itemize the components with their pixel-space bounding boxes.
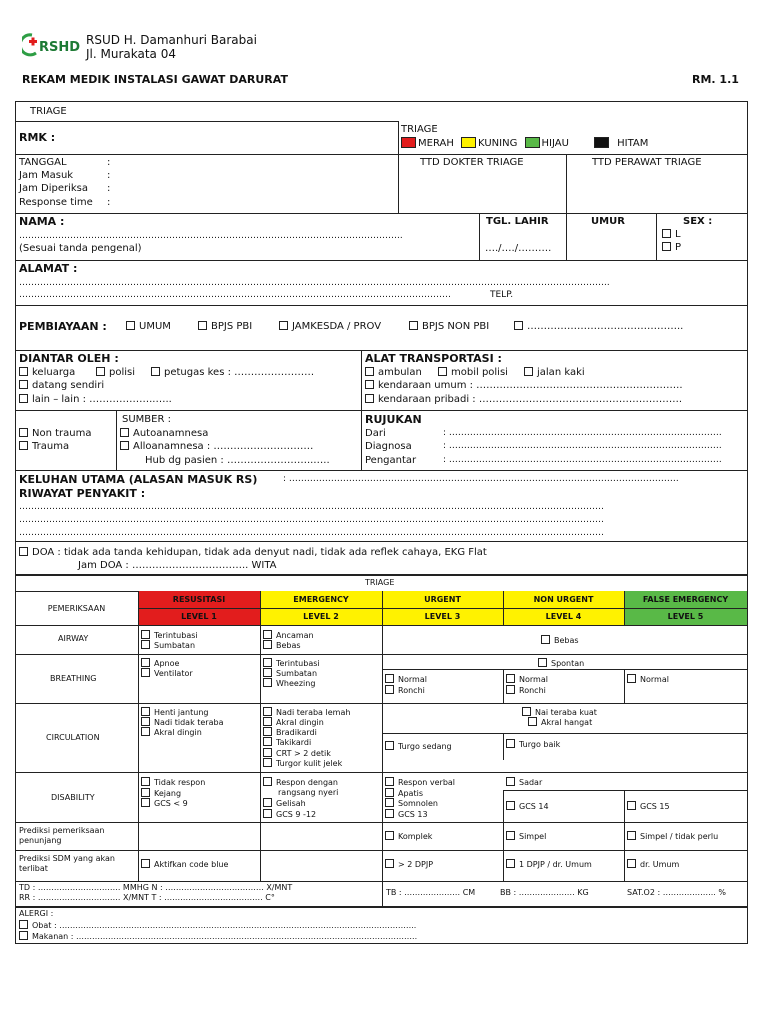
disability-gcs-13[interactable]: GCS 13 xyxy=(385,809,428,820)
checkbox-icon[interactable] xyxy=(506,777,515,786)
penunjang-simpel-tidak-perlu[interactable]: Simpel / tidak perlu xyxy=(627,831,718,842)
circulation-nadi-lemah[interactable]: Nadi teraba lemah xyxy=(263,707,350,718)
sumber-hub-pasien[interactable]: Hub dg pasien : ……………………..….. xyxy=(145,455,330,466)
checkbox-icon[interactable] xyxy=(19,394,28,403)
disability-respon-verbal[interactable]: Respon verbal xyxy=(385,777,455,788)
checkbox-icon[interactable] xyxy=(385,685,394,694)
jam-diperiksa-label: Jam Diperiksa xyxy=(19,183,88,194)
keluhan-field[interactable]: : …………………………………………………………………………………………………………………. xyxy=(283,474,679,484)
divider xyxy=(15,410,748,411)
airway-bebas[interactable]: Bebas xyxy=(541,635,579,646)
checkbox-icon[interactable] xyxy=(522,707,531,716)
checkbox-icon[interactable] xyxy=(263,798,272,807)
row-disability: DISABILITY xyxy=(51,793,95,802)
divider xyxy=(15,822,748,823)
ttd-dokter-label: TTD DOKTER TRIAGE xyxy=(420,157,524,168)
rujukan-pengantar-label: Pengantar xyxy=(365,455,417,466)
checkbox-icon[interactable] xyxy=(263,658,272,667)
checkbox-icon[interactable] xyxy=(627,831,636,840)
divider xyxy=(116,410,117,470)
checkbox-icon[interactable] xyxy=(141,630,150,639)
checkbox-icon[interactable] xyxy=(365,394,374,403)
divider xyxy=(15,350,748,351)
divider xyxy=(15,213,748,214)
breathing-normal-l4[interactable]: Normal xyxy=(506,674,548,685)
rujukan-dari-field[interactable]: : ………………………………………………………………………………. xyxy=(443,428,722,438)
level1-label: LEVEL 1 xyxy=(138,608,260,625)
circulation-turgo-sedang[interactable]: Turgo sedang xyxy=(385,741,452,752)
alamat-label: ALAMAT : xyxy=(19,262,78,275)
triage-title: TRIAGE xyxy=(30,106,67,117)
checkbox-icon[interactable] xyxy=(19,547,28,556)
disability-gcs-under-9[interactable]: GCS < 9 xyxy=(141,798,188,809)
divider xyxy=(15,541,748,542)
document-code: RM. 1.1 xyxy=(692,73,739,86)
checkbox-icon[interactable] xyxy=(627,674,636,683)
transport-kendaraan-pribadi[interactable]: kendaraan pribadi : ……………………………………………………. xyxy=(365,394,682,405)
tgl-lahir-label: TGL. LAHIR xyxy=(486,216,549,227)
row-airway: AIRWAY xyxy=(58,634,89,643)
nama-field[interactable]: ……………………………………………………………………………………………………………….. xyxy=(19,231,403,241)
checkbox-icon[interactable] xyxy=(141,788,150,797)
checkbox-icon[interactable] xyxy=(627,801,636,810)
level1-name: RESUSITASI xyxy=(138,591,260,608)
checkbox-icon[interactable] xyxy=(198,321,207,330)
checkbox-icon[interactable] xyxy=(514,321,523,330)
pembiayaan-bpjs-non-pbi[interactable]: BPJS NON PBI xyxy=(409,321,489,332)
keluhan-label: KELUHAN UTAMA (ALASAN MASUK RS) xyxy=(19,473,258,486)
checkbox-icon[interactable] xyxy=(19,428,28,437)
pembiayaan-jamkesda[interactable]: JAMKESDA / PROV xyxy=(279,321,381,332)
circulation-nai-teraba-kuat[interactable]: Nai teraba kuat xyxy=(522,707,597,718)
sdm-dpjp-2[interactable]: > 2 DPJP xyxy=(385,859,433,870)
circulation-bradikardi[interactable]: Bradikardi xyxy=(263,727,317,738)
divider xyxy=(15,850,748,851)
diantar-lain[interactable]: lain – lain : ………………..….. xyxy=(19,394,172,405)
disability-kejang[interactable]: Kejang xyxy=(141,788,181,799)
disability-respon-nyeri[interactable]: Respon dengan xyxy=(263,777,338,788)
pemeriksaan-header: PEMERIKSAAN xyxy=(47,603,106,613)
checkbox-icon[interactable] xyxy=(385,741,394,750)
divider xyxy=(15,625,748,626)
checkbox-icon[interactable] xyxy=(96,367,105,376)
vitals-tb[interactable]: TB : ………………… CM xyxy=(386,888,476,897)
checkbox-icon[interactable] xyxy=(627,859,636,868)
checkbox-icon[interactable] xyxy=(263,678,272,687)
green-swatch[interactable] xyxy=(525,137,540,148)
breathing-wheezing[interactable]: Wheezing xyxy=(263,678,315,689)
row-prediksi-sdm: Prediksi SDM yang akan terlibat xyxy=(19,854,115,873)
checkbox-icon[interactable] xyxy=(19,920,28,929)
circulation-takikardi[interactable]: Takikardi xyxy=(263,737,311,748)
row-circulation: CIRCULATION xyxy=(46,733,100,742)
divider xyxy=(656,213,657,260)
level2-name: EMERGENCY xyxy=(260,591,382,608)
circulation-akral-dingin-l1[interactable]: Akral dingin xyxy=(141,727,202,738)
riwayat-line-2[interactable]: …………………………………………………………………………………………………………………………………………………………………………… xyxy=(19,515,604,525)
checkbox-icon[interactable] xyxy=(141,658,150,667)
level5-label: LEVEL 5 xyxy=(624,608,747,625)
tgl-lahir-field[interactable]: …./…./………. xyxy=(485,243,552,254)
breathing-apnoe[interactable]: Apnoe xyxy=(141,658,179,669)
row-breathing: BREATHING xyxy=(50,674,97,683)
response-time-label: Response time xyxy=(19,197,93,208)
sdm-dr-umum[interactable]: dr. Umum xyxy=(627,859,679,870)
telp-label: TELP. xyxy=(490,290,514,300)
transport-jalan-kaki[interactable]: jalan kaki xyxy=(524,367,585,378)
black-swatch[interactable] xyxy=(594,137,609,148)
disability-somnolen[interactable]: Somnolen xyxy=(385,798,438,809)
rujukan-pengantar-field[interactable]: : ………………………………………………………………………………. xyxy=(443,455,722,465)
hospital-address: Jl. Murakata 04 xyxy=(86,47,176,61)
alergi-label: ALERGI : xyxy=(19,909,54,918)
sdm-code-blue[interactable]: Aktifkan code blue xyxy=(141,859,228,870)
checkbox-icon[interactable] xyxy=(385,809,394,818)
checkbox-icon[interactable] xyxy=(506,739,515,748)
checkbox-icon[interactable] xyxy=(141,707,150,716)
non-trauma-option[interactable]: Non trauma xyxy=(19,428,91,439)
sex-p-option[interactable]: P xyxy=(662,242,681,253)
checkbox-icon[interactable] xyxy=(385,798,394,807)
checkbox-icon[interactable] xyxy=(141,717,150,726)
transport-mobil-polisi[interactable]: mobil polisi xyxy=(438,367,508,378)
checkbox-icon[interactable] xyxy=(662,242,671,251)
divider xyxy=(15,121,399,122)
level5-name: FALSE EMERGENCY xyxy=(624,591,747,608)
divider xyxy=(15,260,748,261)
disability-gcs-15[interactable]: GCS 15 xyxy=(627,801,670,812)
checkbox-icon[interactable] xyxy=(19,441,28,450)
divider xyxy=(15,305,748,306)
triage-categories: MERAH KUNING HIJAU HITAM xyxy=(401,137,648,149)
triage-category-label: TRIAGE xyxy=(401,124,438,135)
checkbox-icon[interactable] xyxy=(528,717,537,726)
pembiayaan-lain[interactable]: ……………………………………….. xyxy=(514,321,683,332)
checkbox-icon[interactable] xyxy=(385,859,394,868)
divider xyxy=(624,669,625,703)
checkbox-icon[interactable] xyxy=(263,777,272,786)
sumber-autoanamnesa[interactable]: Autoanamnesa xyxy=(120,428,208,439)
rujukan-diagnosa-label: Diagnosa xyxy=(365,441,412,452)
riwayat-line-3[interactable]: …………………………………………………………………………………………………………………………………………………………………………… xyxy=(19,528,604,538)
checkbox-icon[interactable] xyxy=(141,859,150,868)
sex-label: SEX : xyxy=(683,216,713,227)
divider xyxy=(398,121,399,213)
breathing-normal-l5[interactable]: Normal xyxy=(627,674,669,685)
checkbox-icon[interactable] xyxy=(141,668,150,677)
checkbox-icon[interactable] xyxy=(263,668,272,677)
circulation-henti-jantung[interactable]: Henti jantung xyxy=(141,707,208,718)
svg-text:RSHD: RSHD xyxy=(39,40,81,55)
breathing-spontan[interactable]: Spontan xyxy=(538,658,584,669)
checkbox-icon[interactable] xyxy=(120,428,129,437)
sex-l-option[interactable]: L xyxy=(662,229,681,240)
level4-name: NON URGENT xyxy=(503,591,624,608)
disability-gelisah[interactable]: Gelisah xyxy=(263,798,306,809)
breathing-ventilator[interactable]: Ventilator xyxy=(141,668,193,679)
divider xyxy=(566,154,567,213)
disability-rangsang-nyeri: rangsang nyeri xyxy=(278,788,339,797)
rujukan-diagnosa-field[interactable]: : ………………………………………………………………………………. xyxy=(443,441,722,451)
disability-gcs-14[interactable]: GCS 14 xyxy=(506,801,549,812)
circulation-akral-hangat[interactable]: Akral hangat xyxy=(528,717,592,728)
checkbox-icon[interactable] xyxy=(365,380,374,389)
breathing-ronchi-l3[interactable]: Ronchi xyxy=(385,685,425,696)
alamat-line-1[interactable]: …………………………………………………………………………………………………………………………………………………………………………….. xyxy=(19,278,610,288)
checkbox-icon[interactable] xyxy=(263,758,272,767)
breathing-sumbatan[interactable]: Sumbatan xyxy=(263,668,317,679)
divider xyxy=(503,733,504,760)
circulation-crt[interactable]: CRT > 2 detik xyxy=(263,748,331,759)
checkbox-icon[interactable] xyxy=(263,737,272,746)
penunjang-simpel[interactable]: Simpel xyxy=(506,831,546,842)
divider xyxy=(382,669,748,670)
divider xyxy=(15,470,748,471)
circulation-nadi-tidak-teraba[interactable]: Nadi tidak teraba xyxy=(141,717,223,728)
airway-ancaman[interactable]: Ancaman xyxy=(263,630,314,641)
divider xyxy=(382,733,748,734)
alergi-obat[interactable]: Obat : …………………………………………………………………………………………………………………….. xyxy=(19,920,416,931)
pembiayaan-label: PEMBIAYAAN : xyxy=(19,320,107,333)
checkbox-icon[interactable] xyxy=(506,831,515,840)
transport-kendaraan-umum[interactable]: kendaraan umum : …………………………………………………….. xyxy=(365,380,683,391)
divider xyxy=(15,154,748,155)
yellow-swatch[interactable] xyxy=(461,137,476,148)
vitals-sat-o2[interactable]: SAT.O2 : ……………….. % xyxy=(627,888,726,897)
vitals-td-n[interactable]: TD : …………………………. MMHG N : ………………………………. X/MNT xyxy=(19,883,293,892)
rmk-label: RMK : xyxy=(19,131,56,144)
diantar-petugas[interactable]: petugas kes : …………………… xyxy=(151,367,314,378)
umur-label: UMUR xyxy=(591,216,625,227)
tanggal-label: TANGGAL xyxy=(19,157,67,168)
circulation-turgo-baik[interactable]: Turgo baik xyxy=(506,739,560,750)
airway-bebas-l2[interactable]: Bebas xyxy=(263,640,301,651)
checkbox-icon[interactable] xyxy=(662,229,671,238)
checkbox-icon[interactable] xyxy=(506,801,515,810)
checkbox-icon[interactable] xyxy=(263,630,272,639)
divider xyxy=(15,703,748,704)
riwayat-line-1[interactable]: …………………………………………………………………………………………………………………………………………………………………………… xyxy=(19,502,604,512)
divider xyxy=(503,790,504,881)
vitals-bb[interactable]: BB : ………………… KG xyxy=(500,888,589,897)
checkbox-icon[interactable] xyxy=(263,640,272,649)
level2-label: LEVEL 2 xyxy=(260,608,382,625)
checkbox-icon[interactable] xyxy=(19,367,28,376)
checkbox-icon[interactable] xyxy=(538,658,547,667)
divider xyxy=(260,591,261,881)
airway-sumbatan[interactable]: Sumbatan xyxy=(141,640,195,651)
breathing-terintubasi[interactable]: Terintubasi xyxy=(263,658,320,669)
level4-label: LEVEL 4 xyxy=(503,608,624,625)
riwayat-label: RIWAYAT PENYAKIT : xyxy=(19,487,146,500)
hospital-logo xyxy=(22,31,84,57)
checkbox-icon[interactable] xyxy=(385,788,394,797)
circulation-akral-dingin-l2[interactable]: Akral dingin xyxy=(263,717,324,728)
checkbox-icon[interactable] xyxy=(120,441,129,450)
triage-table-title: TRIAGE xyxy=(365,578,395,587)
checkbox-icon[interactable] xyxy=(279,321,288,330)
red-swatch[interactable] xyxy=(401,137,416,148)
checkbox-icon[interactable] xyxy=(541,635,550,644)
checkbox-icon[interactable] xyxy=(365,367,374,376)
checkbox-icon[interactable] xyxy=(263,809,272,818)
alat-transportasi-label: ALAT TRANSPORTASI : xyxy=(365,352,502,365)
sumber-label: SUMBER : xyxy=(122,414,171,425)
checkbox-icon[interactable] xyxy=(151,367,160,376)
checkbox-icon[interactable] xyxy=(506,859,515,868)
divider xyxy=(138,591,139,881)
divider xyxy=(138,608,748,609)
disability-tidak-respon[interactable]: Tidak respon xyxy=(141,777,205,788)
row-prediksi-pemeriksaan: Prediksi pemeriksaan penunjang xyxy=(19,826,105,845)
alamat-line-2[interactable]: ……………………………………………………………………………………………………………………………… xyxy=(19,290,451,300)
checkbox-icon[interactable] xyxy=(263,717,272,726)
document-title: REKAM MEDIK INSTALASI GAWAT DARURAT xyxy=(22,73,288,86)
diantar-polisi[interactable]: polisi xyxy=(96,367,135,378)
checkbox-icon[interactable] xyxy=(438,367,447,376)
checkbox-icon[interactable] xyxy=(141,777,150,786)
divider xyxy=(479,213,480,260)
jam-masuk-label: Jam Masuk xyxy=(19,170,74,181)
checkbox-icon[interactable] xyxy=(506,674,515,683)
checkbox-icon[interactable] xyxy=(141,640,150,649)
divider xyxy=(624,790,625,881)
checkbox-icon[interactable] xyxy=(19,380,28,389)
level3-name: URGENT xyxy=(382,591,503,608)
divider xyxy=(503,669,504,703)
divider xyxy=(624,591,625,625)
diantar-datang-sendiri[interactable]: datang sendiri xyxy=(19,380,104,391)
divider xyxy=(382,591,383,881)
breathing-ronchi-l4[interactable]: Ronchi xyxy=(506,685,546,696)
breathing-normal-l3[interactable]: Normal xyxy=(385,674,427,685)
checkbox-icon[interactable] xyxy=(263,707,272,716)
circulation-turgor-jelek[interactable]: Turgor kulit jelek xyxy=(263,758,342,769)
hospital-name: RSUD H. Damanhuri Barabai xyxy=(86,33,257,47)
divider xyxy=(566,213,567,260)
disability-gcs-9-12[interactable]: GCS 9 -12 xyxy=(263,809,316,820)
checkbox-icon[interactable] xyxy=(141,798,150,807)
checkbox-icon[interactable] xyxy=(19,931,28,940)
divider xyxy=(382,881,383,907)
checkbox-icon[interactable] xyxy=(409,321,418,330)
diantar-label: DIANTAR OLEH : xyxy=(19,352,119,365)
diantar-keluarga[interactable]: keluarga xyxy=(19,367,75,378)
checkbox-icon[interactable] xyxy=(385,831,394,840)
jam-doa-field[interactable]: Jam DOA : …………………………….. WITA xyxy=(78,560,277,571)
level3-label: LEVEL 3 xyxy=(382,608,503,625)
pembiayaan-umum[interactable]: UMUM xyxy=(126,321,171,332)
checkbox-icon[interactable] xyxy=(263,748,272,757)
checkbox-icon[interactable] xyxy=(263,727,272,736)
penunjang-komplek[interactable]: Komplek xyxy=(385,831,432,842)
sdm-dpjp-1[interactable]: 1 DPJP / dr. Umum xyxy=(506,859,592,870)
checkbox-icon[interactable] xyxy=(506,685,515,694)
divider xyxy=(15,654,748,655)
alergi-makanan[interactable]: Makanan : ……………………………………………………………………………………………………………….. xyxy=(19,931,417,942)
checkbox-icon[interactable] xyxy=(126,321,135,330)
doa-option[interactable]: DOA : tidak ada tanda kehidupan, tidak ada denyut nadi, tidak ada reflek cahaya, EKG Flat xyxy=(19,547,487,558)
nama-note: (Sesuai tanda pengenal) xyxy=(19,243,142,254)
sumber-alloanamnesa[interactable]: Alloanamnesa : ………………………… xyxy=(120,441,313,452)
nama-label: NAMA : xyxy=(19,215,65,228)
divider xyxy=(15,772,748,773)
divider xyxy=(503,790,748,791)
ttd-perawat-label: TTD PERAWAT TRIAGE xyxy=(592,157,702,168)
trauma-option[interactable]: Trauma xyxy=(19,441,69,452)
checkbox-icon[interactable] xyxy=(524,367,533,376)
checkbox-icon[interactable] xyxy=(141,727,150,736)
checkbox-icon[interactable] xyxy=(385,777,394,786)
divider xyxy=(503,591,504,625)
rujukan-label: RUJUKAN xyxy=(365,413,422,426)
transport-ambulan[interactable]: ambulan xyxy=(365,367,422,378)
disability-apatis[interactable]: Apatis xyxy=(385,788,423,799)
checkbox-icon[interactable] xyxy=(385,674,394,683)
vitals-rr-t[interactable]: RR : …………………………. X/MNT T : ………………………………. C° xyxy=(19,893,275,902)
pembiayaan-bpjs-pbi[interactable]: BPJS PBI xyxy=(198,321,252,332)
rujukan-dari-label: Dari xyxy=(365,428,386,439)
airway-terintubasi[interactable]: Terintubasi xyxy=(141,630,198,641)
disability-sadar[interactable]: Sadar xyxy=(506,777,542,788)
